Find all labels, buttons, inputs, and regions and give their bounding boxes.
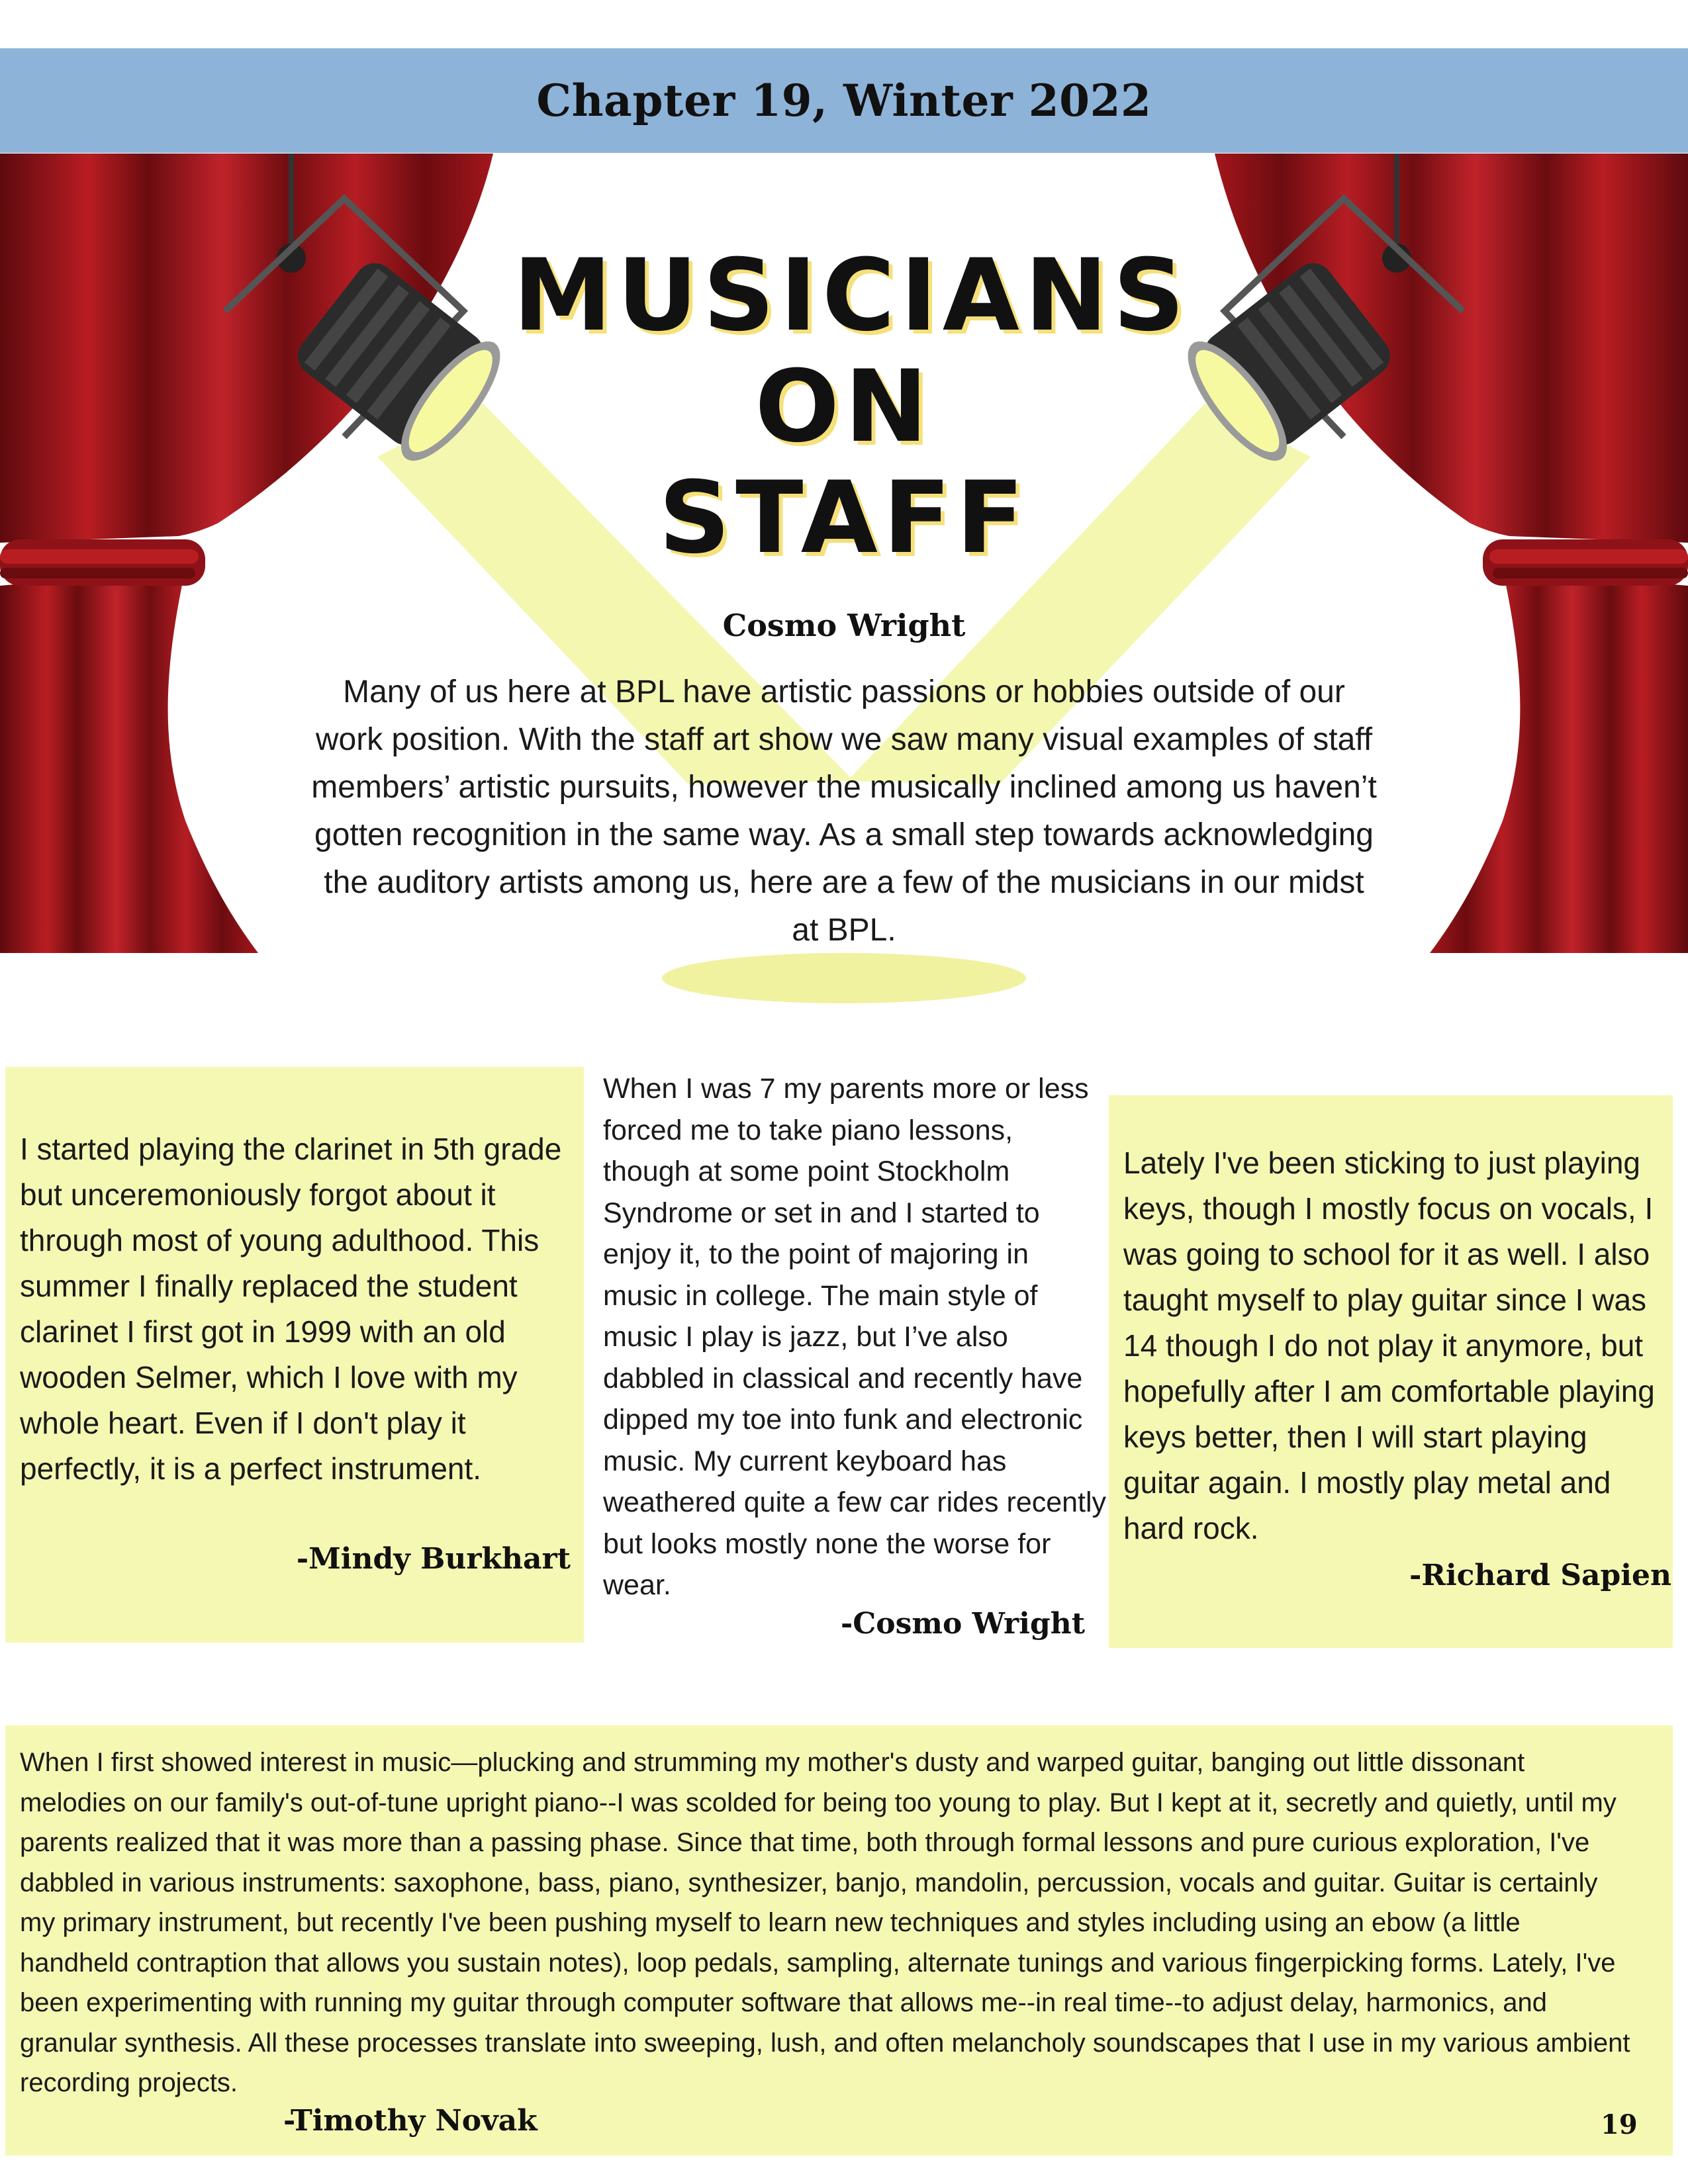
author-byline: Cosmo Wright xyxy=(722,608,966,643)
profile-text-mindy: I started playing the clarinet in 5th grade but unceremoniously forgot about it through most of young adulthood. This summer I finally replaced the student clarinet I first got in 1999 with an old wooden Selmer, which I love with my whole heart. Even if I don't play it perfectly, it is a perfect instrument. xyxy=(20,1132,562,1486)
profile-text-richard: Lately I've been sticking to just playing keys, though I mostly focus on vocals, I was going to school for it as well. I also taught myself to play guitar since I was 14 though I do not play it anymore, but hopefully after I am comfortable playing keys better, then I will start playing guitar again. I mostly play metal and hard rock. xyxy=(1123,1146,1655,1545)
signature-richard: -Richard Sapien xyxy=(1409,1559,1671,1592)
signature-mindy: -Mindy Burkhart xyxy=(296,1542,571,1576)
intro-paragraph: Many of us here at BPL have artistic passions or hobbies outside of our work position. With the staff art show we saw many visual examples of staff members’ artistic pursuits, however the musically inclined among us haven’t gotten recognition in the same way. As a small step towards acknowledging the auditory artists among us, here are a few of the musicians in our midst at BPL. xyxy=(311,674,1377,948)
page-title-line-3: STAFF xyxy=(659,461,1029,576)
profile-box-cosmo xyxy=(599,1067,1109,1662)
profile-text-cosmo: When I was 7 my parents more or less forced me to take piano lessons, though at some point Stockholm Syndrome or set in and I started to enjoy it, to the point of majoring in music in college. The main style of music I play is jazz, but I’ve also dabbled in classical and recently have dipped my toe into funk and electronic music. My current keyboard has weathered quite a few car rides recently but looks mostly none the worse for wear. xyxy=(603,1073,1107,1601)
chapter-title: Chapter 19, Winter 2022 xyxy=(536,75,1152,126)
profile-box-mindy xyxy=(5,1067,584,1643)
page-title-line-1: MUSICIANS xyxy=(513,238,1190,353)
profile-box-richard xyxy=(1109,1095,1673,1648)
stage-light-pool xyxy=(662,953,1026,1003)
signature-timothy: -Timothy Novak xyxy=(283,2104,538,2138)
page-title-line-2: ON xyxy=(755,349,933,465)
signature-cosmo: -Cosmo Wright xyxy=(841,1607,1086,1641)
profile-box-timothy xyxy=(5,1725,1673,2156)
profile-text-timothy: When I first showed interest in music—plucking and strumming my mother's dusty and warped guitar, banging out little dissonant melodies on our family's out-of-tune upright piano--I was scolded for being too young to play. But I kept at it, secretly and quietly, until my parents realized that it was more than a passing phase. Since that time, both through formal lessons and pure curious exploration, I've dabbled in various instruments: saxophone, bass, piano, synthesizer, banjo, mandolin, percussion, vocals and guitar. Guitar is certainly my primary instrument, but recently I've been pushing myself to learn new techniques and styles including using an ebow (a little handheld contraption that allows you sustain notes), loop pedals, sampling, alternate tunings and various fingerpicking forms. Lately, I've been experimenting with running my guitar through computer software that allows me--in real time--to adjust delay, harmonics, and granular synthesis. All these processes translate into sweeping, lush, and often melancholy soundscapes that I use in my various ambient recording projects. xyxy=(20,1748,1630,2097)
page-number: 19 xyxy=(1601,2109,1638,2140)
